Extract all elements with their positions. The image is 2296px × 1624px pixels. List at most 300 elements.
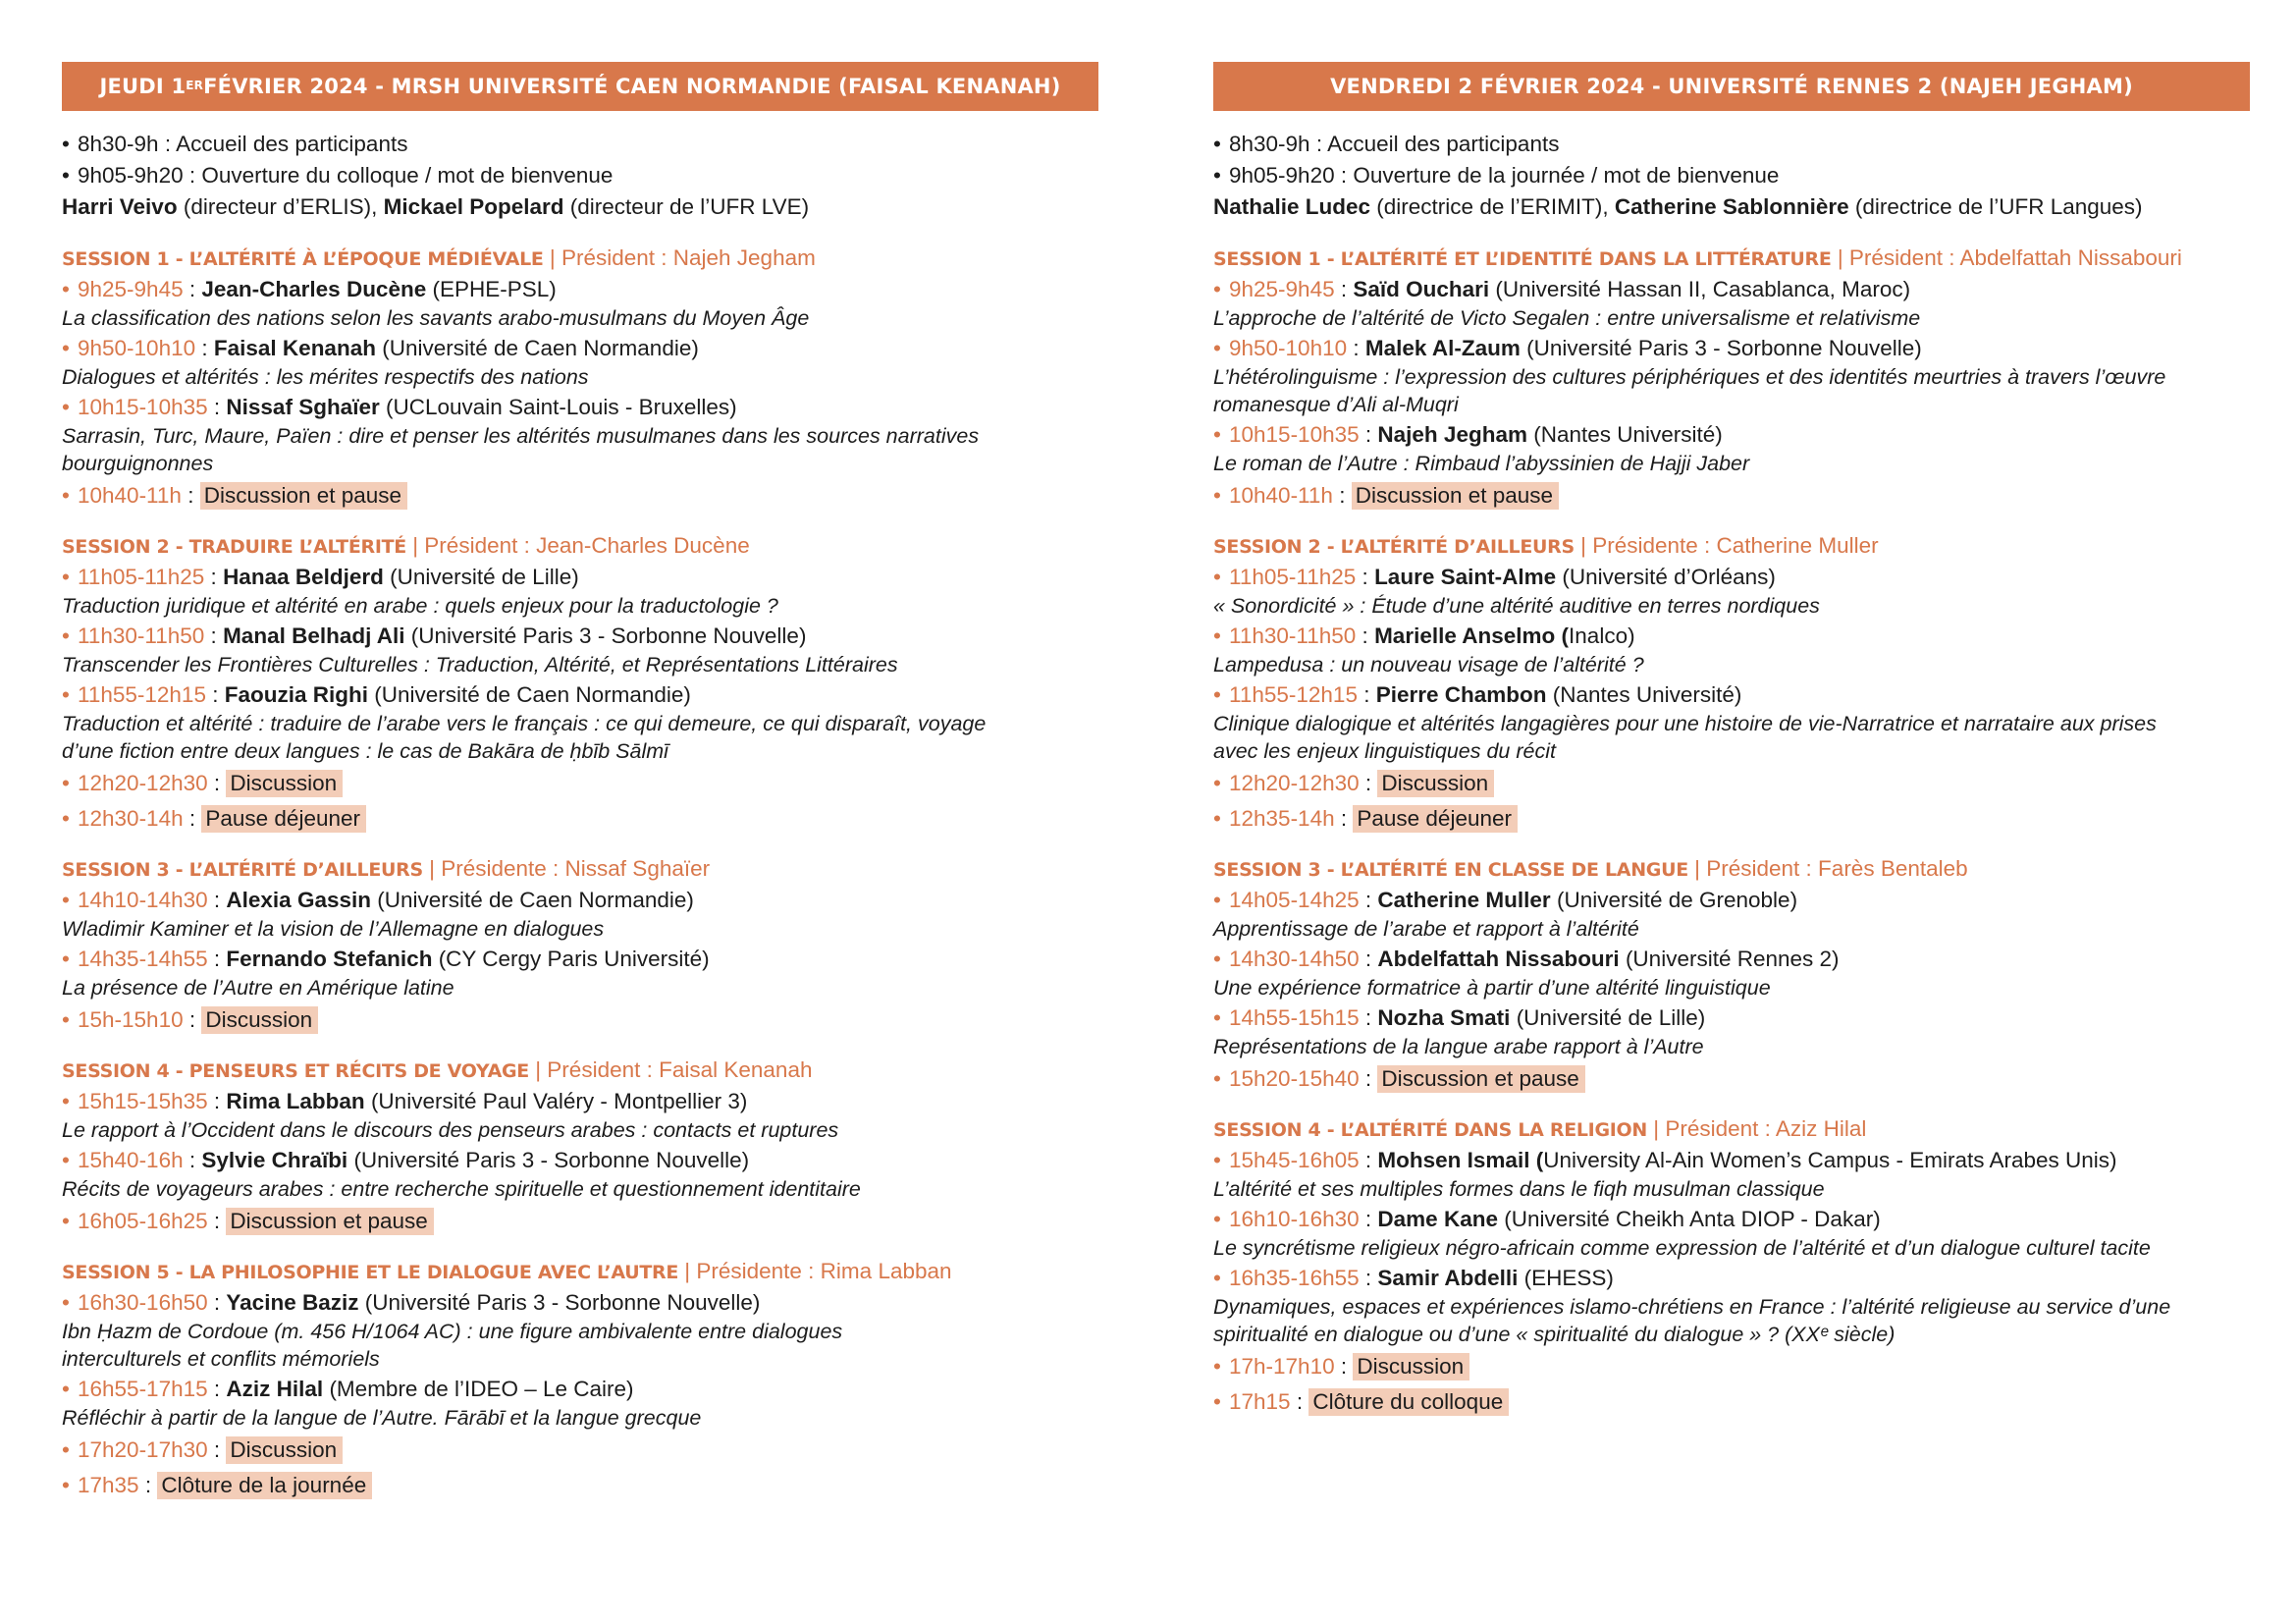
break-item: [1213, 769, 2250, 798]
talk-time: 11h30-11h50: [1229, 623, 1357, 648]
talk-time: 15h15-15h35: [78, 1089, 208, 1113]
speaker-affiliation: Inalco): [1569, 623, 1635, 648]
break-time: 12h20-12h30: [1229, 771, 1360, 795]
break-time: 15h-15h10: [78, 1007, 184, 1032]
talk-item: [62, 563, 1098, 620]
session-block: [1213, 1113, 2250, 1417]
welcome-speaker-role: (directrice de l’UFR Langues): [1848, 194, 2143, 219]
bullet: •: [1213, 132, 1221, 156]
speaker-name: Dame Kane: [1377, 1207, 1498, 1231]
day-header-text: JEUDI 1: [99, 75, 187, 98]
bullet: •: [62, 947, 70, 971]
opening-block: [62, 129, 1098, 223]
session-president: | Président : Aziz Hilal: [1646, 1116, 1867, 1141]
speaker-affiliation: (Université d’Orléans): [1556, 565, 1776, 589]
bullet: •: [62, 1007, 70, 1032]
talk-header: [62, 680, 1098, 710]
session-title: [62, 853, 1098, 886]
talk-time: 11h05-11h25: [78, 565, 205, 589]
break-label: Discussion et pause: [1352, 482, 1559, 510]
speaker-affiliation: (Université Paris 3 - Sorbonne Nouvelle): [1520, 336, 1922, 360]
talk-header: [1213, 1264, 2250, 1293]
break-time: 17h15: [1229, 1389, 1291, 1414]
speaker-name: Marielle Anselmo (: [1374, 623, 1570, 648]
talk-time: 16h55-17h15: [78, 1377, 208, 1401]
speaker-name: Sylvie Chraïbi: [201, 1148, 348, 1172]
separator: :: [1340, 806, 1354, 831]
speaker-affiliation: (Université Rennes 2): [1619, 947, 1840, 971]
break-item: [62, 1435, 1098, 1465]
speaker-name: Faouzia Righi: [224, 682, 368, 707]
talk-title: Réfléchir à partir de la langue de l’Autre. Fārābī et la langue grecque: [62, 1406, 702, 1430]
speaker-name: Aziz Hilal: [226, 1377, 324, 1401]
talk-header: [62, 563, 1098, 592]
speaker-name: Faisal Kenanah: [213, 336, 376, 360]
talk-header: [62, 886, 1098, 915]
break-item: [62, 1005, 1098, 1035]
day-header-text: VENDREDI 2 FÉVRIER 2024 - UNIVERSITÉ RENNES 2 (NAJEH JEGHAM): [1330, 75, 2133, 98]
bullet: •: [1213, 682, 1221, 707]
separator: :: [1359, 1148, 1378, 1172]
separator: :: [1359, 771, 1378, 795]
speaker-affiliation: (Université de Caen Normandie): [371, 888, 694, 912]
separator: :: [207, 947, 227, 971]
talk-title: Dynamiques, espaces et expériences islamo-chrétiens en France : l’altérité religieuse au service d’une: [1213, 1295, 2171, 1319]
talk-item: [1213, 563, 2250, 620]
bullet: •: [1213, 806, 1221, 831]
talk-title: L’approche de l’altérité de Victo Segalen : entre universalisme et relativisme: [1213, 306, 1921, 330]
bullet: •: [62, 1148, 70, 1172]
break-label: Pause déjeuner: [1353, 805, 1518, 833]
welcome-speaker-name: Mickael Popelard: [383, 194, 564, 219]
speaker-affiliation: (Université de Caen Normandie): [375, 336, 699, 360]
talk-header: [62, 622, 1098, 651]
separator: :: [1334, 163, 1354, 188]
session-president: | Présidente : Rima Labban: [678, 1259, 952, 1283]
talk-header: [1213, 420, 2250, 450]
day-2-column: [1213, 0, 2250, 1423]
bullet: •: [1213, 771, 1221, 795]
break-item: [62, 769, 1098, 798]
separator: :: [181, 483, 200, 508]
separator: :: [183, 277, 202, 301]
talk-header: [1213, 334, 2250, 363]
talk-header: [1213, 275, 2250, 304]
talk-item: [1213, 680, 2250, 765]
bullet: •: [62, 1209, 70, 1233]
talk-time: 15h45-16h05: [1229, 1148, 1360, 1172]
talk-header: [1213, 1146, 2250, 1175]
bullet: •: [62, 336, 70, 360]
bullet: •: [62, 806, 70, 831]
talk-time: 11h05-11h25: [1229, 565, 1357, 589]
opening-time: 8h30-9h: [78, 132, 159, 156]
break-item: [1213, 1064, 2250, 1094]
break-label: Discussion: [1377, 770, 1494, 797]
welcome-speakers: [1213, 191, 2250, 223]
session-president: | Présidente : Nissaf Sghaïer: [422, 856, 711, 881]
talk-title: Le roman de l’Autre : Rimbaud l’abyssinien de Hajji Jaber: [1213, 452, 1750, 475]
break-item: [1213, 1387, 2250, 1417]
break-label: Discussion: [201, 1006, 318, 1034]
session-title: [62, 243, 1098, 275]
talk-item: [62, 1375, 1098, 1432]
separator: :: [1359, 888, 1378, 912]
session-name: SESSION 1 - L’ALTÉRITÉ ET L’IDENTITÉ DANS LA LITTÉRATURE: [1213, 248, 1832, 270]
opening-line: [1213, 129, 2250, 160]
talk-title: Apprentissage de l’arabe et rapport à l’altérité: [1213, 917, 1639, 941]
separator: :: [1347, 336, 1365, 360]
break-time: 12h35-14h: [1229, 806, 1341, 831]
session-title: [62, 1256, 1098, 1288]
talk-item: [62, 680, 1098, 765]
separator: :: [1359, 1005, 1378, 1030]
talk-title: Transcender les Frontières Culturelles : Traduction, Altérité, et Représentations Littéraires: [62, 653, 898, 677]
talk-time: 9h25-9h45: [1229, 277, 1335, 301]
bullet: •: [62, 1437, 70, 1462]
welcome-speakers: [62, 191, 1098, 223]
separator: :: [204, 623, 224, 648]
bullet: •: [62, 1290, 70, 1315]
break-item: [62, 1471, 1098, 1500]
talk-item: [1213, 275, 2250, 332]
bullet: •: [1213, 623, 1221, 648]
opening-text: Ouverture du colloque / mot de bienvenue: [201, 163, 614, 188]
talk-title: Traduction juridique et altérité en arabe : quels enjeux pour la traductologie ?: [62, 594, 778, 618]
speaker-name: Mohsen Ismail (: [1377, 1148, 1544, 1172]
talk-item: [1213, 945, 2250, 1001]
talk-header: [1213, 563, 2250, 592]
break-time: 12h20-12h30: [78, 771, 208, 795]
speaker-name: Samir Abdelli: [1377, 1266, 1519, 1290]
speaker-name: Catherine Muller: [1377, 888, 1551, 912]
talk-title: Traduction et altérité : traduire de l’arabe vers le français : ce qui demeure, ce qui disparaît, voyage: [62, 712, 987, 735]
speaker-affiliation: (Université Paul Valéry - Montpellier 3): [364, 1089, 748, 1113]
session-name: SESSION 2 - TRADUIRE L’ALTÉRITÉ: [62, 536, 406, 558]
opening-line: [62, 160, 1098, 191]
talk-time: 11h55-12h15: [78, 682, 206, 707]
talk-time: 11h55-12h15: [1229, 682, 1358, 707]
talk-item: [62, 1146, 1098, 1203]
session-block: [62, 530, 1098, 834]
welcome-speaker-role: (directeur de l’UFR LVE): [563, 194, 810, 219]
separator: :: [205, 682, 225, 707]
talk-title: Ibn Ḥazm de Cordoue (m. 456 H/1064 AC) : une figure ambivalente entre dialogues: [62, 1320, 843, 1343]
break-label: Pause déjeuner: [201, 805, 366, 833]
talk-header: [1213, 1205, 2250, 1234]
talk-title: « Sonordicité » : Étude d’une altérité auditive en terres nordiques: [1213, 594, 1820, 618]
bullet: •: [1213, 1266, 1221, 1290]
opening-block: [1213, 129, 2250, 223]
talk-time: 16h30-16h50: [78, 1290, 208, 1315]
session-block: [1213, 530, 2250, 834]
separator: :: [1334, 1354, 1354, 1379]
separator: :: [207, 1209, 227, 1233]
speaker-name: Hanaa Beldjerd: [223, 565, 384, 589]
talk-time: 9h50-10h10: [1229, 336, 1348, 360]
bullet: •: [62, 395, 70, 419]
talk-title: Clinique dialogique et altérités langagières pour une histoire de vie-Narratrice et narrataire aux prises: [1213, 712, 2157, 735]
opening-text: Accueil des participants: [176, 132, 408, 156]
talk-item: [1213, 1003, 2250, 1060]
speaker-name: Alexia Gassin: [226, 888, 371, 912]
break-label: Discussion: [1353, 1353, 1469, 1380]
separator: :: [1356, 565, 1375, 589]
session-president: | Président : Najeh Jegham: [543, 245, 816, 270]
separator: :: [1359, 947, 1378, 971]
opening-time: 9h05-9h20: [1229, 163, 1335, 188]
separator: :: [207, 395, 227, 419]
bullet: •: [62, 1377, 70, 1401]
speaker-affiliation: (Membre de l’IDEO – Le Caire): [323, 1377, 634, 1401]
speaker-name: Fernando Stefanich: [226, 947, 433, 971]
talk-title: Une expérience formatrice à partir d’une altérité linguistique: [1213, 976, 1771, 1000]
talk-header: [62, 1087, 1098, 1116]
session-president: | Président : Faisal Kenanah: [528, 1057, 813, 1082]
talk-item: [1213, 420, 2250, 477]
session-president: | Président : Jean-Charles Ducène: [405, 533, 750, 558]
session-block: [62, 243, 1098, 511]
talk-header: [1213, 680, 2250, 710]
talk-title: Récits de voyageurs arabes : entre recherche spirituelle et questionnement identitaire: [62, 1177, 861, 1201]
session-title: [1213, 1113, 2250, 1146]
bullet: •: [1213, 1005, 1221, 1030]
talk-item: [1213, 1205, 2250, 1262]
talk-title: d’une fiction entre deux langues : le cas de Bakāra de ḥbīb Sālmī: [62, 739, 668, 763]
opening-text: Ouverture de la journée / mot de bienvenue: [1353, 163, 1780, 188]
bullet: •: [62, 483, 70, 508]
bullet: •: [1213, 1148, 1221, 1172]
separator: :: [1359, 1066, 1378, 1091]
speaker-name: Abdelfattah Nissabouri: [1377, 947, 1620, 971]
bullet: •: [1213, 483, 1221, 508]
session-block: [62, 853, 1098, 1035]
talk-time: 15h40-16h: [78, 1148, 184, 1172]
speaker-affiliation: (Université de Caen Normandie): [367, 682, 691, 707]
separator: :: [158, 132, 177, 156]
talk-item: [62, 945, 1098, 1001]
talk-title: La présence de l’Autre en Amérique latine: [62, 976, 454, 1000]
break-item: [62, 804, 1098, 834]
session-name: SESSION 5 - LA PHILOSOPHIE ET LE DIALOGUE AVEC L’AUTRE: [62, 1262, 679, 1283]
break-label: Clôture du colloque: [1308, 1388, 1509, 1416]
talk-item: [1213, 886, 2250, 943]
separator: :: [1359, 422, 1378, 447]
speaker-affiliation: (Université Paris 3 - Sorbonne Nouvelle): [358, 1290, 761, 1315]
break-time: 12h30-14h: [78, 806, 184, 831]
bullet: •: [1213, 422, 1221, 447]
break-time: 10h40-11h: [1229, 483, 1333, 508]
break-item: [1213, 1352, 2250, 1381]
speaker-affiliation: (Université de Lille): [383, 565, 579, 589]
separator: :: [1290, 1389, 1309, 1414]
talk-time: 9h25-9h45: [78, 277, 184, 301]
session-name: SESSION 4 - L’ALTÉRITÉ DANS LA RELIGION: [1213, 1119, 1647, 1141]
speaker-affiliation: (CY Cergy Paris Université): [432, 947, 710, 971]
separator: :: [204, 565, 224, 589]
separator: :: [207, 1437, 227, 1462]
talk-title: Sarrasin, Turc, Maure, Païen : dire et penser les altérités musulmanes dans les sources narratives: [62, 424, 980, 448]
welcome-speaker-name: Nathalie Ludec: [1213, 194, 1371, 219]
session-title: [1213, 243, 2250, 275]
speaker-name: Manal Belhadj Ali: [223, 623, 405, 648]
talk-time: 14h30-14h50: [1229, 947, 1360, 971]
talk-time: 14h05-14h25: [1229, 888, 1360, 912]
separator: :: [1357, 682, 1376, 707]
separator: :: [207, 1089, 227, 1113]
talk-title: Wladimir Kaminer et la vision de l’Allemagne en dialogues: [62, 917, 605, 941]
speaker-affiliation: (Université de Lille): [1510, 1005, 1706, 1030]
bullet: •: [1213, 1066, 1221, 1091]
day-header: [1213, 62, 2250, 111]
bullet: •: [1213, 947, 1221, 971]
bullet: •: [1213, 1207, 1221, 1231]
talk-time: 14h10-14h30: [78, 888, 208, 912]
day-header-sup: ER: [186, 79, 204, 92]
bullet: •: [1213, 1389, 1221, 1414]
welcome-speaker-name: Catherine Sablonnière: [1614, 194, 1849, 219]
bullet: •: [62, 163, 70, 188]
welcome-speaker-role: (directeur d’ERLIS),: [177, 194, 384, 219]
speaker-name: Saïd Ouchari: [1353, 277, 1490, 301]
bullet: •: [62, 565, 70, 589]
talk-time: 10h15-10h35: [1229, 422, 1360, 447]
separator: :: [183, 1148, 202, 1172]
talk-item: [62, 393, 1098, 477]
break-time: 17h-17h10: [1229, 1354, 1335, 1379]
talk-time: 9h50-10h10: [78, 336, 196, 360]
separator: :: [1359, 1266, 1378, 1290]
opening-line: [1213, 160, 2250, 191]
bullet: •: [62, 623, 70, 648]
separator: :: [183, 1007, 202, 1032]
talk-title: spiritualité en dialogue ou d’une « spiritualité du dialogue » ? (XXᵉ siècle): [1213, 1323, 1896, 1346]
separator: :: [207, 1290, 227, 1315]
separator: :: [138, 1473, 158, 1497]
talk-item: [62, 886, 1098, 943]
separator: :: [183, 806, 202, 831]
break-item: [62, 1207, 1098, 1236]
bullet: •: [62, 132, 70, 156]
talk-header: [62, 945, 1098, 974]
break-time: 10h40-11h: [78, 483, 182, 508]
session-block: [62, 1055, 1098, 1236]
welcome-speaker-name: Harri Veivo: [62, 194, 178, 219]
talk-time: 16h35-16h55: [1229, 1266, 1360, 1290]
session-name: SESSION 3 - L’ALTÉRITÉ D’AILLEURS: [62, 859, 423, 881]
separator: :: [207, 888, 227, 912]
speaker-affiliation: (Nantes Université): [1546, 682, 1742, 707]
break-time: 16h05-16h25: [78, 1209, 208, 1233]
talk-title: interculturels et conflits mémoriels: [62, 1347, 380, 1371]
break-time: 17h35: [78, 1473, 139, 1497]
speaker-name: Jean-Charles Ducène: [201, 277, 427, 301]
break-label: Discussion et pause: [226, 1208, 433, 1235]
opening-line: [62, 129, 1098, 160]
break-item: [1213, 481, 2250, 511]
talk-title: Représentations de la langue arabe rapport à l’Autre: [1213, 1035, 1704, 1058]
talk-title: La classification des nations selon les savants arabo-musulmans du Moyen Âge: [62, 306, 810, 330]
opening-time: 8h30-9h: [1229, 132, 1310, 156]
session-title: [62, 1055, 1098, 1087]
talk-item: [62, 622, 1098, 678]
opening-text: Accueil des participants: [1327, 132, 1560, 156]
separator: :: [1359, 1207, 1378, 1231]
bullet: •: [1213, 565, 1221, 589]
bullet: •: [1213, 163, 1221, 188]
talk-time: 11h30-11h50: [78, 623, 205, 648]
separator: :: [207, 771, 227, 795]
speaker-affiliation: (EHESS): [1518, 1266, 1614, 1290]
break-label: Clôture de la journée: [157, 1472, 372, 1499]
break-time: 17h20-17h30: [78, 1437, 208, 1462]
speaker-name: Rima Labban: [226, 1089, 365, 1113]
talk-title: Dialogues et altérités : les mérites respectifs des nations: [62, 365, 589, 389]
speaker-name: Laure Saint-Alme: [1374, 565, 1557, 589]
speaker-affiliation: (EPHE-PSL): [426, 277, 557, 301]
speaker-affiliation: (Université Cheikh Anta DIOP - Dakar): [1497, 1207, 1881, 1231]
talk-title: bourguignonnes: [62, 452, 214, 475]
talk-header: [1213, 1003, 2250, 1033]
day-header: [62, 62, 1098, 111]
talk-item: [1213, 1264, 2250, 1348]
speaker-name: Malek Al-Zaum: [1364, 336, 1521, 360]
speaker-name: Yacine Baziz: [226, 1290, 359, 1315]
talk-title: avec les enjeux linguistiques du récit: [1213, 739, 1556, 763]
break-item: [1213, 804, 2250, 834]
separator: :: [1334, 277, 1354, 301]
speaker-affiliation: (Université Paris 3 - Sorbonne Nouvelle): [404, 623, 807, 648]
break-label: Discussion: [226, 770, 343, 797]
talk-header: [62, 1288, 1098, 1318]
separator: :: [1332, 483, 1352, 508]
speaker-affiliation: (Université de Grenoble): [1550, 888, 1798, 912]
talk-title: Lampedusa : un nouveau visage de l’altérité ?: [1213, 653, 1644, 677]
day-1-column: [62, 0, 1098, 1506]
talk-title: L’altérité et ses multiples formes dans le fiqh musulman classique: [1213, 1177, 1825, 1201]
day-header-text-rest: FÉVRIER 2024 - MRSH UNIVERSITÉ CAEN NORMANDIE (FAISAL KENANAH): [203, 75, 1061, 98]
talk-item: [62, 275, 1098, 332]
session-president: | Présidente : Catherine Muller: [1574, 533, 1879, 558]
session-president: | Président : Farès Bentaleb: [1687, 856, 1968, 881]
bullet: •: [62, 1089, 70, 1113]
bullet: •: [1213, 888, 1221, 912]
bullet: •: [1213, 1354, 1221, 1379]
talk-title: Le syncrétisme religieux négro-africain comme expression de l’altérité et d’un dialogue culturel tacite: [1213, 1236, 2151, 1260]
talk-item: [62, 334, 1098, 391]
talk-header: [1213, 945, 2250, 974]
session-title: [1213, 530, 2250, 563]
break-label: Discussion et pause: [200, 482, 407, 510]
speaker-affiliation: University Al-Ain Women’s Campus - Emirats Arabes Unis): [1543, 1148, 2117, 1172]
talk-header: [1213, 622, 2250, 651]
talk-header: [1213, 886, 2250, 915]
talk-time: 10h15-10h35: [78, 395, 208, 419]
talk-header: [62, 393, 1098, 422]
talk-title: L’hétérolinguisme : l’expression des cultures périphériques et des identités meurtries à travers l’œuvre: [1213, 365, 2166, 389]
break-label: Discussion et pause: [1377, 1065, 1584, 1093]
session-block: [1213, 853, 2250, 1094]
session-title: [62, 530, 1098, 563]
bullet: •: [62, 771, 70, 795]
welcome-speaker-role: (directrice de l’ERIMIT),: [1370, 194, 1615, 219]
separator: :: [1356, 623, 1375, 648]
talk-time: 14h35-14h55: [78, 947, 208, 971]
talk-header: [62, 1375, 1098, 1404]
talk-time: 14h55-15h15: [1229, 1005, 1360, 1030]
talk-item: [62, 1288, 1098, 1373]
session-title: [1213, 853, 2250, 886]
